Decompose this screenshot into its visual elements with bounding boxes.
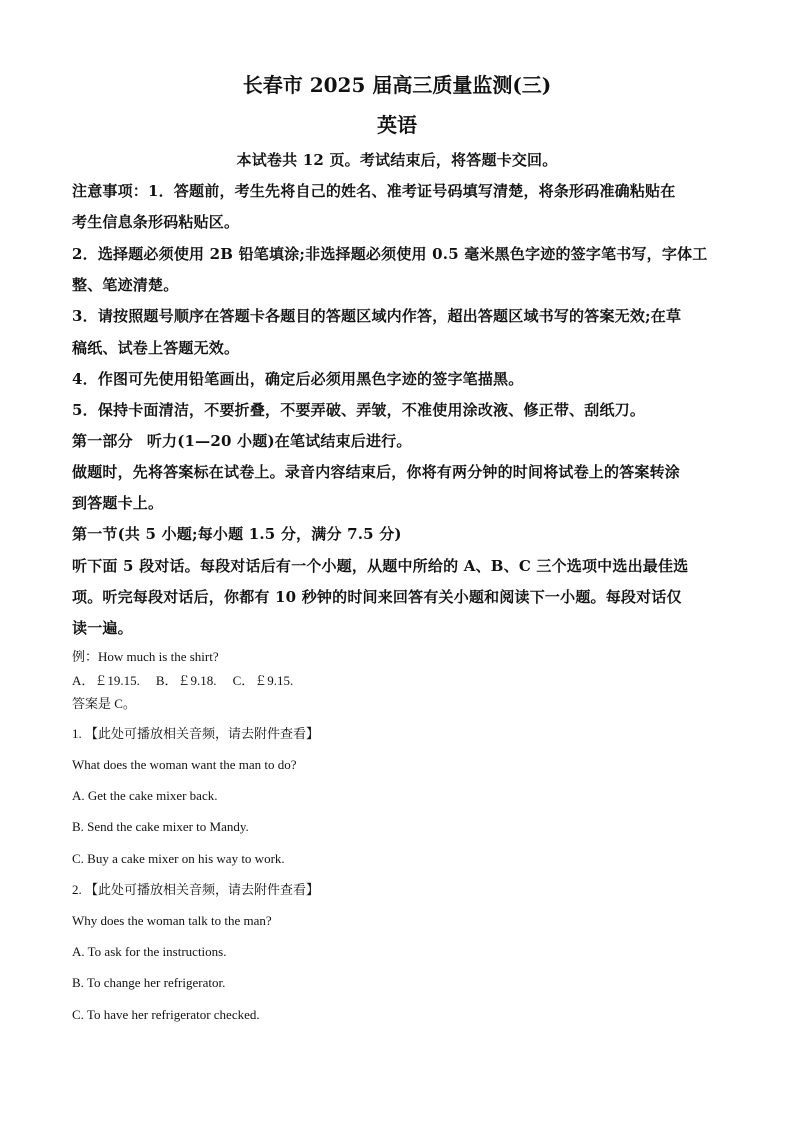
pages-note: 本试卷共 12 页。考试结束后，将答题卡交回。 <box>236 151 558 169</box>
part1-heading-label: 第一部分 <box>72 432 133 450</box>
notes-line-6: 稿纸、试卷上答题无效。 <box>72 339 240 357</box>
exam-subject: 英语 <box>377 113 417 137</box>
q2-audio-note: 2. 【此处可播放相关音频，请去附件查看】 <box>72 882 320 897</box>
example-answer: 答案是 C。 <box>72 696 136 711</box>
notes-line-8: 5．保持卡面清洁，不要折叠，不要弄破、弄皱，不准使用涂改液、修正带、刮纸刀。 <box>72 401 646 419</box>
exam-title: 长春市 2025 届高三质量监测(三) <box>242 73 552 97</box>
notes-line-7: 4．作图可先使用铅笔画出，确定后必须用黑色字迹的签字笔描黑。 <box>72 370 524 388</box>
part1-heading <box>72 431 724 451</box>
part1-instruction-2: 到答题卡上。 <box>72 494 164 512</box>
section1-instruction-1: 听下面 5 段对话。每段对话后有一个小题，从题中所给的 A、B、C 三个选项中选出最佳选 <box>72 557 689 575</box>
section1-instruction-2: 项。听完每段对话后，你都有 10 秒钟的时间来回答有关小题和阅读下一小题。每段对话仅 <box>72 588 682 606</box>
q1-audio-note: 1. 【此处可播放相关音频，请去附件查看】 <box>72 726 320 741</box>
notes-line-4: 整、笔迹清楚。 <box>72 276 179 294</box>
notes-line-2: 考生信息条形码粘贴区。 <box>72 213 240 231</box>
q1-option-a: A. Get the cake mixer back. <box>72 788 218 803</box>
q1-option-c: C. Buy a cake mixer on his way to work. <box>72 851 285 866</box>
example-question: 例：How much is the shirt? <box>72 649 219 664</box>
section1-instruction-3: 读一遍。 <box>72 619 133 637</box>
q2-option-b: B. To change her refrigerator. <box>72 975 226 990</box>
q2-option-c: C. To have her refrigerator checked. <box>72 1007 260 1022</box>
example-option-a: A．￡19.15. <box>72 673 140 688</box>
q2-option-a: A. To ask for the instructions. <box>72 944 227 959</box>
q1-stem: What does the woman want the man to do? <box>72 757 297 772</box>
section1-heading: 第一节(共 5 小题;每小题 1.5 分，满分 7.5 分) <box>72 525 402 543</box>
part1-instruction-1: 做题时，先将答案标在试卷上。录音内容结束后，你将有两分钟的时间将试卷上的答案转涂 <box>72 463 681 481</box>
q2-stem: Why does the woman talk to the man? <box>72 913 272 928</box>
part1-heading-text: 听力(1—20 小题)在笔试结束后进行。 <box>146 432 412 450</box>
example-options <box>72 672 724 690</box>
example-option-c: C．￡9.15. <box>232 673 294 688</box>
notes-line-3: 2．选择题必须使用 2B 铅笔填涂;非选择题必须使用 0.5 毫米黑色字迹的签字笔书写，字体工 <box>72 245 708 263</box>
example-option-b: B．￡9.18. <box>155 673 217 688</box>
q1-option-b: B. Send the cake mixer to Mandy. <box>72 819 249 834</box>
notes-line-1: 注意事项：1．答题前，考生先将自己的姓名、准考证号码填写清楚，将条形码准确粘贴在 <box>72 182 676 200</box>
notes-line-5: 3．请按照题号顺序在答题卡各题目的答题区域内作答，超出答题区域书写的答案无效;在草 <box>72 307 682 325</box>
